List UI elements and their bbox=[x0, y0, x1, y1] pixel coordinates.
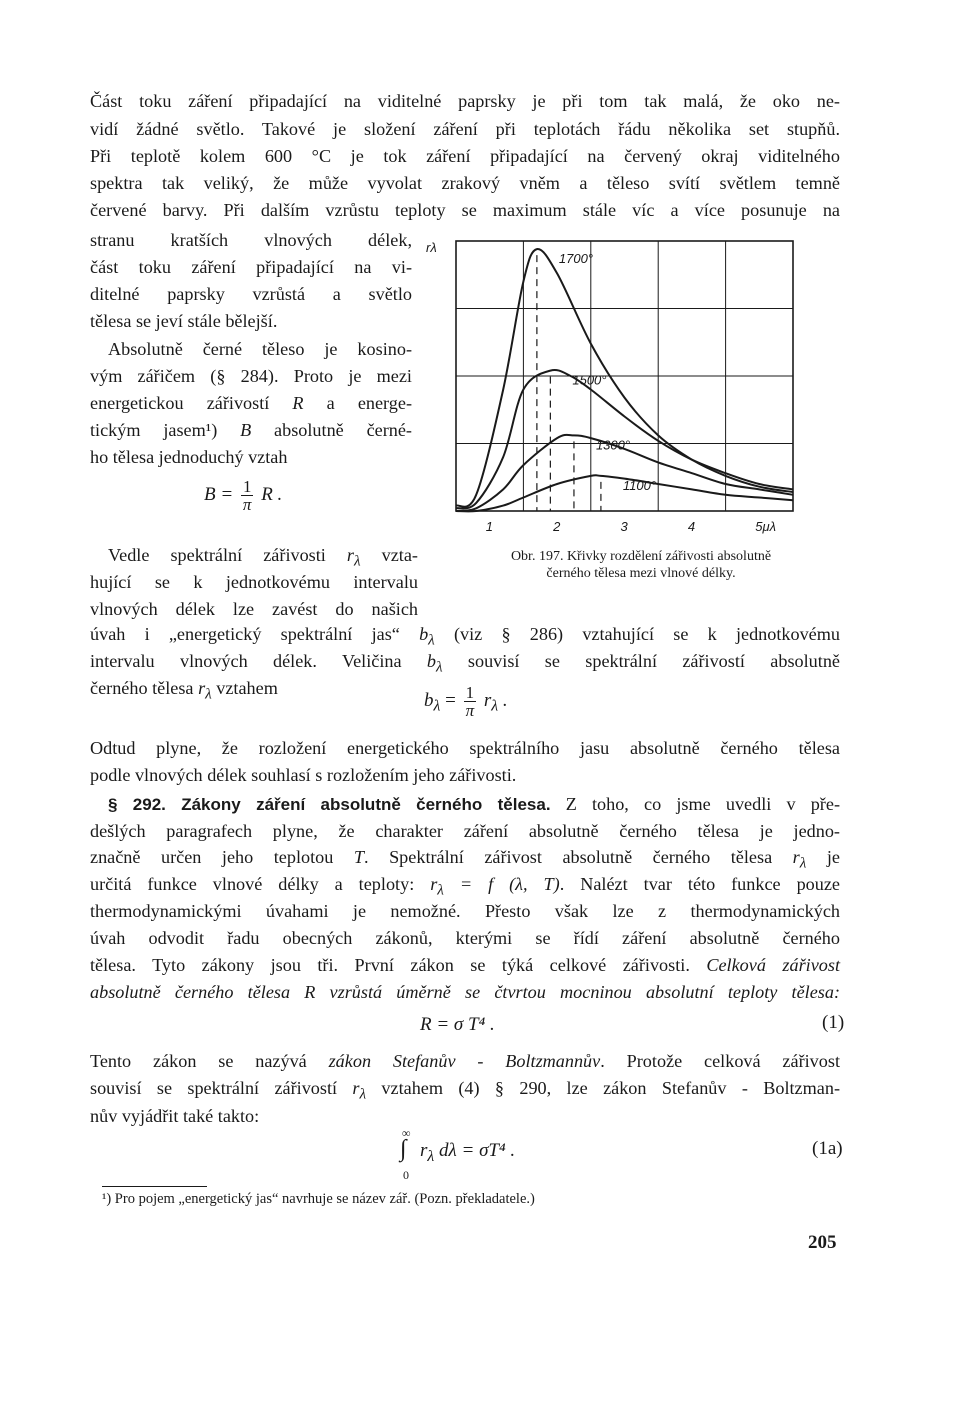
text-line: Odtud plyne, že rozložení energetického spektrálního jasu absolutně černého tělesa bbox=[90, 738, 840, 758]
section-heading: § 292. Zákony záření absolutně černého tělesa. bbox=[108, 795, 551, 814]
y-axis-label: rλ bbox=[426, 240, 437, 255]
text-line: Tento zákon se nazývá zákon Stefanův - Boltzmannův. Protože celková zářivost bbox=[90, 1051, 840, 1071]
x-tick-label: 3 bbox=[620, 519, 628, 534]
curve-1700 bbox=[456, 249, 793, 507]
page-number: 205 bbox=[808, 1232, 837, 1253]
text-line: souvisí se spektrální zářivostí $r_\lambda$ vztahem (4) § 290, lze zákon Stefanův - Boltzman- bbox=[90, 1078, 840, 1103]
equation-stefan-boltzmann: R = σ T⁴ . bbox=[420, 1014, 495, 1035]
equation-b-lambda: $b_\lambda$ = $\frac{1}{\pi}$ $r_\lambda$ . bbox=[424, 683, 508, 720]
section-heading-line: § 292. Zákony záření absolutně černého tělesa. Z toho, co jsme uvedli v pře- bbox=[108, 794, 840, 814]
x-tick-label: 4 bbox=[687, 519, 696, 534]
curve-label: 1100° bbox=[622, 477, 657, 493]
text-line: dešlých paragrafech plyne, že charakter záření absolutně černého tělesa je jedno- bbox=[90, 821, 840, 841]
text-line: tělesa. Tyto zákony jsou tři. První zákon se týká celkové zářivosti. Celková zářivost bbox=[90, 955, 840, 975]
text-line: Část toku záření připadající na viditelné paprsky je při tom tak malá, že oko ne- bbox=[90, 91, 840, 111]
text-line: vým zářičem (§ 284). Proto je mezi bbox=[90, 366, 412, 386]
text-line: ho tělesa jednoduchý vztah bbox=[90, 447, 288, 467]
text-line: intervalu vlnových délek. Veličina $b_\lambda$ souvisí se spektrální zářivostí absolutně bbox=[90, 651, 840, 676]
x-tick-label: 1 bbox=[485, 519, 493, 534]
text-line: tělesa se jeví stále bělejší. bbox=[90, 311, 278, 331]
textbook-page: Část toku záření připadající na viditelné paprsky je při tom tak malá, že oko ne- vidí žádné světlo. Takové je složení záření při teplotách řádu několika set stupňů. Při teplotě kolem 600 °C je tok záření připadající na červený okraj viditelného spektra tak veliký, že může vyvolat zrakový vněm a těleso svítí světlem temně červené barvy. Při dalším vzrůstu teploty se maximum stále víc a více posunuje na stranu kratších vlnových délek, část toku záření připadající na vi- ditelné paprsky vzrůstá a světlo tělesa se jeví stále bělejší. Absolutně černé těleso je kosino- vým zářičem (§ 284). Proto je mezi energetickou zářivostí R a energe- tickým jasem¹) B absolutně černé- ho tělesa jednoduchý vztah B = $\frac{1}{\pi}$ R . Vedle spektrální zářivosti $r_\lambda$ vzta- hující se k jednotkovému intervalu vlnových délek lze zavést do našich úvah i „energetický spektrální jas“ $b_\lambda$ (viz § 286) vztahující se k jednotkovému intervalu vlnových délek. Veličina $b_\lambda$ souvisí se spektrální zářivostí absolutně černého tělesa $r_\lambda$ vztahem $b_\lambda$ = $\frac{1}{\pi}$ $r_\lambda$ . Odtud plyne, že rozložení energetického spektrálního jasu absolutně černého tělesa podle vlnových délek souhlasí s rozložením jeho zářivosti. § 292. Zákony záření absolutně černého tělesa. Z toho, co jsme uvedli v pře- dešlých paragrafech plyne, že charakter záření absolutně černého tělesa je jedno- značně určen jeho teplotou T. Spektrální zářivost absolutně černého tělesa $r_\lambda$ je určitá funkce vlnové délky a teploty: $r_\lambda = f$ (λ, T). Nalézt tvar této funkce pouze thermodynamickými úvahami je nemožné. Přesto však lze z thermodynamických úvah odvodit řadu obecných zákonů, kterými se řídí záření absolutně černého tělesa. Tyto zákony jsou tři. První zákon se týká celkové zářivosti. Celková zářivost absolutně černého tělesa R vzrůstá úměrně se čtvrtou mocninou absolutní teploty tělesa: R = σ T⁴ . (1) Tento zákon se nazývá zákon Stefanův - Boltzmannův. Protože celková zářivost souvisí se spektrální zářivostí $r_\lambda$ vztahem (4) § 290, lze zákon Stefanův - Boltzman- nův vyjádřit také takto: ∞ ∫ 0 $r_\lambda$ dλ = σT⁴ . (1a) rλ 1700° 1500° 1300° 1100° 1 2 3 4 5μλ Obr. 197. Křivky rozdělení zářivosti absolutně černého tělesa mezi vlnové délky. ¹) Pro pojem „energetický jas“ navrhuje se název zář. (Pozn. překladatele.) 205 bbox=[90, 91, 845, 1253]
text-line: spektra tak veliký, že může vyvolat zrakový vněm a těleso svítí světlem temně bbox=[90, 173, 840, 193]
curve-label: 1300° bbox=[595, 437, 631, 453]
footnote: ¹) Pro pojem „energetický jas“ navrhuje se název zář. (Pozn. překladatele.) bbox=[102, 1191, 535, 1207]
text-line: ditelné paprsky vzrůstá a světlo bbox=[90, 284, 412, 304]
chart-curves bbox=[456, 249, 793, 511]
chart-ticks bbox=[486, 519, 776, 534]
text-line: thermodynamickými úvahami je nemožné. Přesto však lze z thermodynamických bbox=[90, 901, 840, 921]
text-line: úvah i „energetický spektrální jas“ $b_\lambda$ (viz § 286) vztahující se k jednotkovému bbox=[90, 624, 840, 649]
text-line: vlnových délek lze zavést do našich bbox=[90, 599, 418, 619]
radiation-curves-chart bbox=[420, 236, 840, 536]
text-line: nův vyjádřit také takto: bbox=[90, 1106, 260, 1126]
equation-b-over-pi-r: B = $\frac{1}{\pi}$ R . bbox=[204, 477, 283, 514]
text-line: úvah odvodit řadu obecných zákonů, kterými se řídí záření absolutně černého bbox=[90, 928, 840, 948]
text-line: Při teplotě kolem 600 °C je tok záření připadající na červený okraj viditelného bbox=[90, 146, 840, 166]
footnote-rule bbox=[102, 1186, 207, 1187]
text-line: stranu kratších vlnových délek, bbox=[90, 230, 412, 250]
text-line: černého tělesa $r_\lambda$ vztahem bbox=[90, 678, 278, 703]
text-line: vidí žádné světlo. Takové je složení záření při teplotách řádu několika set stupňů. bbox=[90, 119, 840, 139]
text-line: Vedle spektrální zářivosti $r_\lambda$ vzta- bbox=[108, 545, 418, 570]
equation-number: (1a) bbox=[812, 1138, 843, 1159]
text-line: červené barvy. Při dalším vzrůstu teploty se maximum stále víc a více posunuje na bbox=[90, 200, 840, 220]
x-tick-label: 2 bbox=[553, 519, 561, 534]
text-line: podle vlnových délek souhlasí s rozložením jeho zářivosti. bbox=[90, 765, 517, 785]
text-line: Absolutně černé těleso je kosino- bbox=[108, 339, 412, 359]
text-line: určitá funkce vlnové délky a teploty: $r_\lambda = f$ (λ, T). Nalézt tvar této funkce pouze bbox=[90, 874, 840, 899]
text-line: energetickou zářivostí R a energe- bbox=[90, 393, 413, 413]
text-line: značně určen jeho teplotou T. Spektrální zářivost absolutně černého tělesa $r_\lambda$ je bbox=[90, 847, 840, 872]
curve-label: 1700° bbox=[558, 251, 594, 267]
curve-label: 1500° bbox=[572, 372, 607, 388]
x-tick-label: 5μλ bbox=[755, 519, 777, 534]
figure-caption: Obr. 197. Křivky rozdělení zářivosti absolutně černého tělesa mezi vlnové délky. bbox=[510, 549, 772, 581]
equation-number: (1) bbox=[822, 1012, 845, 1033]
text-line: hující se k jednotkovému intervalu bbox=[90, 572, 418, 592]
text-line: část toku záření připadající na vi- bbox=[90, 257, 412, 277]
text-line: absolutně černého tělesa R vzrůstá úměrně se čtvrtou mocninou absolutní teploty tělesa: bbox=[90, 982, 840, 1002]
figure-197 bbox=[420, 236, 840, 536]
text-line: tickým jasem¹) B absolutně černé- bbox=[90, 420, 412, 440]
